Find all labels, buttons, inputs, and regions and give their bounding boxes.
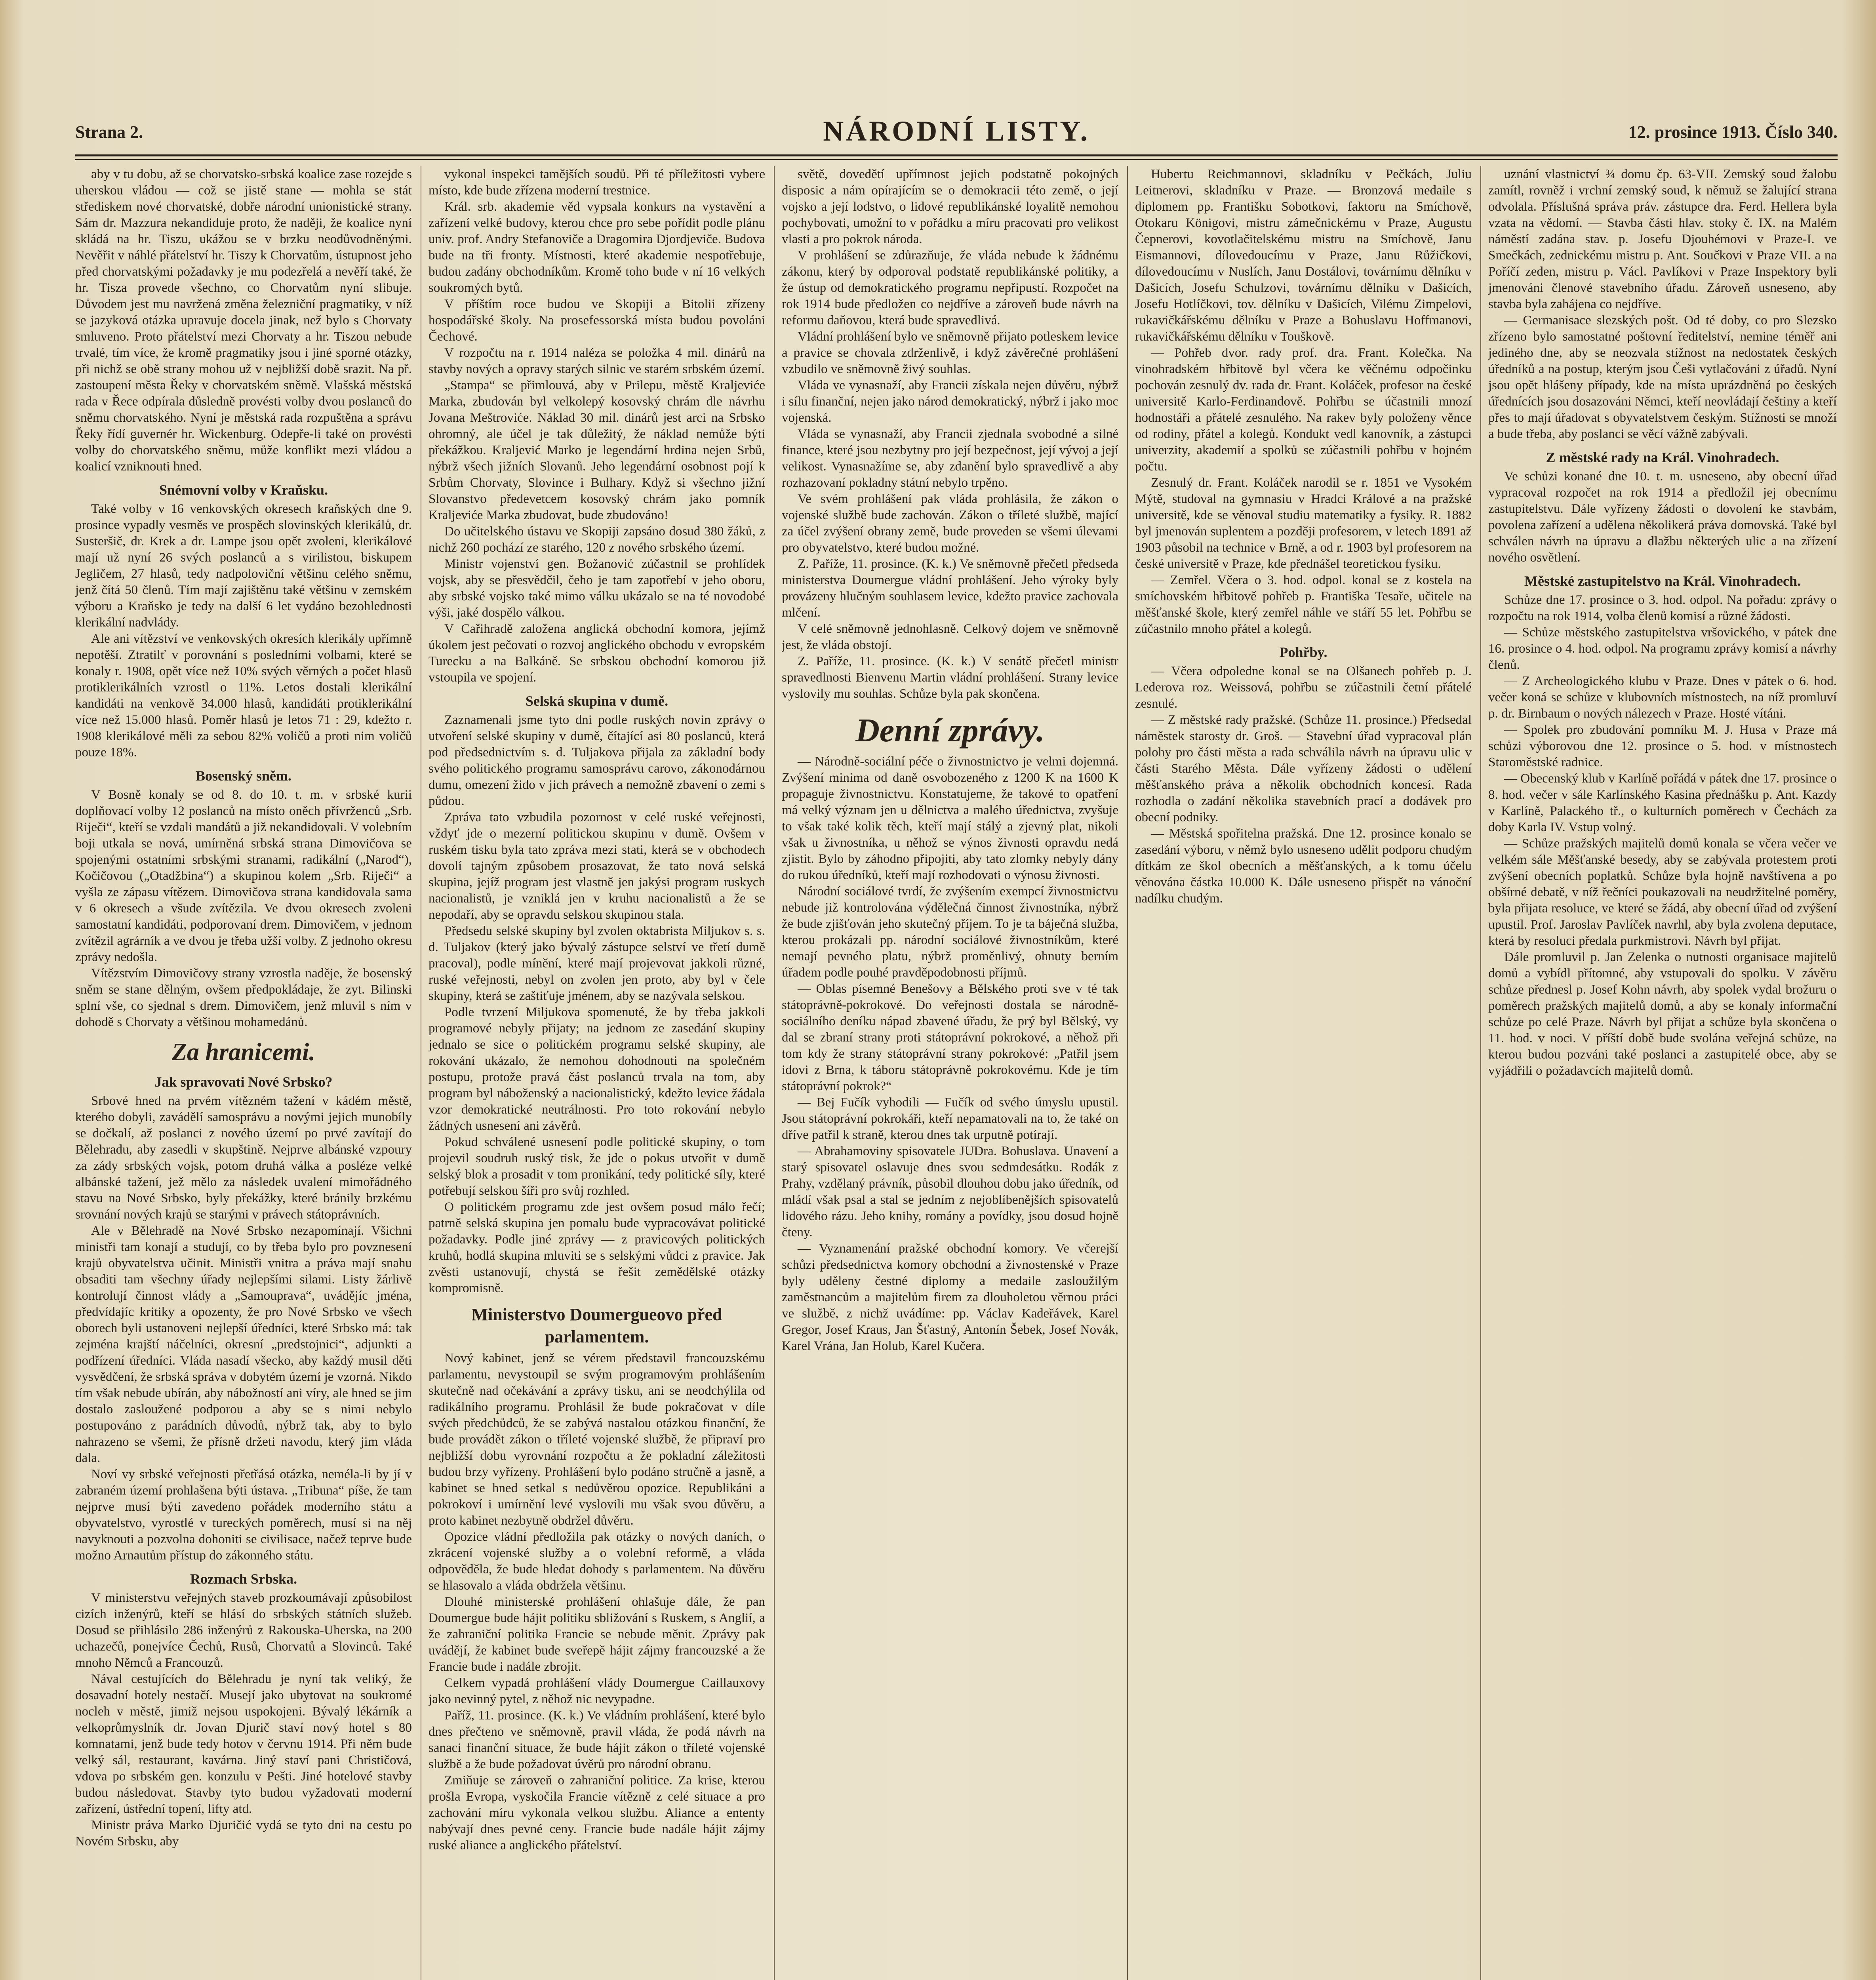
article-paragraph: Nový kabinet, jenž se vérem představil francouzskému parlamentu, nevystoupil se svým programovým prohlášením skutečně nad očekávání a zprávy tisku, ani se neodchýlila od radikálního programu. Prohlásil že bude pokračovat v díle svých předchůdců, že se zabývá nastalou otázkou finanční, že bude provádět zákon o tříleté vojenské službě, že připraví pro nejbližší dobu vyrovnání rozpočtu a že pokladní záležitosti budou brzy vyřízeny. Prohlášení bylo podáno stručně a jasně, a kabinet se hned setkal s nedůvěrou opozice. Republikáni a pokrokoví i umírnění levé vyslovili mu však svou důvěru, a proto kabinet nezbytně obdržel důvěru.: [429, 1351, 765, 1528]
column-divider: [1127, 166, 1128, 1980]
article-paragraph: Zpráva tato vzbudila pozornost v celé ruské veřejnosti, vždyť jde o mezerní politickou skupinu v dumě. Ovšem v ruském tisku byla tato zpráva mezi stati, která se v obchodech dovolí tajným způsobem prosazovat, že tato nová selská skupina, jejíž program jest vlastně jen jakýsi program ruskych nacionalistů, je vzniklá jen v kruhu nacionalistů a že se nepodaří, aby se opravdu selskou skupinou stala.: [429, 810, 765, 922]
article-paragraph: Vítězstvím Dimovičovy strany vzrostla naděje, že bosenský sněm se stane dělným, ovšem předpokládaje, že zyt. Bilinski splní vše, co sjednal s drem. Dimovičem, jenž mluvil s ním v dohodě s Chorvaty a většinou mohamedánů.: [75, 966, 412, 1029]
article-paragraph: — Národně-sociální péče o živnostnictvo je velmi dojemná. Zvýšení minima od daně osvobozeného z 1200 K na 1600 K propaguje živnostnictvu. Konstatujeme, že takové to opatření má velký význam jen u dělnictva a malého úřednictva, zvyšuje to však také kolik těch, kteří mají stálý a zjevný plat, nikoli však u živnostníka, u něhož se výnos živnosti opravdu nedá zjistit. Bylo by záhodno připojiti, aby tato zlomky nebyly dány do rukou úředníků, kteří mají rozhodovati o výnosu živnosti.: [782, 754, 1118, 882]
issue-date: 12. prosince 1913. Číslo 340.: [1628, 122, 1838, 142]
section-heading: Snémovní volby v Kraňsku.: [159, 482, 328, 498]
column-divider: [774, 166, 775, 1980]
article-paragraph: Zesnulý dr. Frant. Koláček narodil se r. 1851 ve Vysokém Mýtě, studoval na gymnasiu v Hradci Králové a na pražské universitě, kde se věnoval studiu matematiky a fysiky. R. 1882 byl jmenován suplentem a později profesorem, v letech 1891 až 1903 působil na technice v Brně, a od r. 1903 byl profesorem na české universitě v Praze, kde přednášel teoretickou fysiku.: [1135, 476, 1472, 571]
article-paragraph: — Obecenský klub v Karlíně pořádá v pátek dne 17. prosince o 8. hod. večer v sále Karlínského Kasina přednášku p. Ant. Kazdy v Karlíně, Palackého tř., o kulturních poměrech v Čechách za doby Karla IV. Vstup volný.: [1488, 771, 1837, 834]
article-paragraph: Nával cestujících do Bělehradu je nyní tak veliký, že dosavadní hotely nestačí. Musejí jako ubytovat na soukromé nocleh v městě, jimiž nejsou uspokojeni. Bývalý lékárník a velkoprůmyslník dr. Jovan Djurič staví nový hotel s 80 komnatami, jenž bude tedy hotov v červnu 1914. Při něm bude velký sál, restaurant, kavárna. Jiný staví pani Christičová, vdova po srbském gen. konzulu v Pešti. Jiné hotelové stavby budou následovat. Stavby tyto budou vyžadovati moderní zařízení, ústřední topení, lifty atd.: [75, 1672, 412, 1816]
article-paragraph: Schůze dne 17. prosince o 3. hod. odpol. Na pořadu: zprávy o rozpočtu na rok 1914, volba členů komisí a různé žádosti.: [1488, 593, 1837, 623]
section-title: Ministerstvo Doumergueovo před parlamentem.: [471, 1305, 722, 1346]
article-paragraph: Ministr vojenství gen. Božanović zúčastnil se prohlídek vojsk, aby se přesvědčil, čeho je tam zapotřebí v jeho oboru, aby srbské vojsko také mimo válku ukázalo se na té novodobé výši, jaké dospělo válkou.: [429, 557, 765, 620]
article-paragraph: Do učitelského ústavu ve Skopiji zapsáno dosud 380 žáků, z nichž 260 pochází ze starého, 120 z nového srbského území.: [429, 524, 765, 555]
article-paragraph: — Včera odpoledne konal se na Olšanech pohřeb p. J. Lederova roz. Weissová, pohřbu se zúčastnili četní přátelé zesnulé.: [1135, 664, 1472, 711]
article-paragraph: Z. Paříže, 11. prosince. (K. k.) V senátě přečetl ministr spravedlnosti Bienvenu Martin vládní prohlášení. Strany levice vyslovily mu souhlas. Schůze byla pak skončena.: [782, 654, 1118, 701]
article-paragraph: Zaznamenali jsme tyto dni podle ruských novin zprávy o utvoření selské skupiny v dumě, čítající asi 80 poslanců, která pod předsednictvím s. d. Tuljakova přijala za základní body svého politického programu samosprávu carovo, zákonodárnou dumu, omezení žido v jich právech a nemožně zbavení o zemi s půdou.: [429, 713, 765, 808]
article-paragraph: Také volby v 16 venkovských okresech kraňských dne 9. prosince vypadly vesměs ve prospěch slovinských klerikálů, dr. Susteršič, dr. Krek a dr. Lampe jsou opět zvoleni, klerikálové mají už nyní 26 svých poslanců a s virilistou, biskupem Jegličem, 27 hlasů, tedy nadpoloviční většinu celého sněmu, jenž čítá 50 členů. Tím mají zajištěnu také většinu v zemském výboru a Kraňsko je tedy na další 6 let vydáno bezohlednosti klerikální nadvlády.: [75, 502, 412, 630]
article-paragraph: uznání vlastnictví ¾ domu čp. 63-VII. Zemský soud žalobu zamítl, rovněž i vrchní zemský soud, k němuž se žalující strana odvolala. Příslušná správa práv. zástupce dra. Ferd. Hellera byla vzata na vědomí. — Stavba části hlav. stoky č. IX. na Malém náměstí zadána stav. p. Josefu Djouhémovi v Praze-I. ve Smečkách, zednickému mistru p. Ant. Součkovi v Praze VII. a na Poříčí zeden, mistru p. Václ. Pavlíkovi v Praze Inspektory byli jmenováni členové stavebního úřadu. Zároveň usneseno, aby stavba byla zahájena co nejdříve.: [1488, 167, 1837, 311]
article-paragraph: Ale v Bělehradě na Nové Srbsko nezapomínají. Všichni ministři tam konají a studují, co by třeba bylo pro povznesení krajů obyvatelstva učinit. Ministři vnitra a práva mají snahu obsaditi tam všechny úřady nejlepšími silami. Listy žárlivě kontrolují činnost vlády a „Samouprava“, uvádějíc jména, předvídajíc kritiky a opozenty, že pro Nové Srbsko ve všech oborech byli ustanoveni nejlepší úředníci, které Srbsko má: tak zejména krajští náčelníci, okresní „predstojnici“, adjunkti a podřízení úředníci. Vláda nasadí všecko, aby každý musil děti vysvědčení, že srbská správa v dobytém území je vzorná. Nikdo tím však nebude ubírán, aby nábožností ani víry, ale hned se jim dostalo zasloužené podporou a aby se s nimi nebylo postupováno z parádních důvodů, nýbrž tak, aby to bylo nahrazeno se všemi, že přísně držeti navodu, který jim vláda dala.: [75, 1224, 412, 1465]
article-paragraph: Noví vy srbské veřejnosti přetřásá otázka, neméla-li by jí v zabraném území prohlašena býti ústava. „Tribuna“ píše, že tam nejprve musí býti zavedeno pořádek moderního státu a obyvatelstvo, vyrostlé v tureckých poměrech, musí si na něj navyknouti a pozvolna dohoniti se civilisace, načež teprve bude možno Arnautům přístup do zákonného státu.: [75, 1467, 412, 1563]
article-paragraph: Hubertu Reichmannovi, skladníku v Pečkách, Juliu Leitnerovi, skladníku v Praze. — Bronzová medaile s diplomem pp. Františku Sobotkovi, faktoru na Smíchově, Otokaru Königovi, mistru zámečnickému v Praze, Augustu Čepnerovi, kovotlačitelskému mistru na Smíchově, Janu Eismannovi, dílovedoucímu v Praze, Janu Růžičkovi, dílovedoucímu v Nuslích, Janu Dostálovi, továrnímu dělníku v Dašicích, Josefu Schulzovi, továrnímu dělníku v Dašicích, Josefu Hotlíčkovi, tov. dělníku v Dašicích, Vilému Zimpelovi, rukavičkářskému dělníku v Praze a Bohuslavu Hoffmanovi, rukavičkářskému dělníku v Touškově.: [1135, 167, 1472, 344]
article-paragraph: — Oblas písemné Benešovy a Bělského proti sve v té tak státoprávně-pokrokové. Do veřejnosti dostala se národně-sociálního deníku nápad zbavené úřadu, že prý byl Bělský, vy dal se zbraní strany proti státoprávní pokrokové, a něhož při tom kdy že strany státoprávní strany pokrokové: „Patřil jsem idovi z Brna, k táboru státoprávně pokrokovému. Kde je tím státoprávní pokrok?“: [782, 982, 1118, 1093]
article-paragraph: V rozpočtu na r. 1914 naléza se položka 4 mil. dinárů na stavby nových a opravy starých silnic ve starém srbském území.: [429, 346, 765, 376]
section-heading: Selská skupina v dumě.: [525, 693, 669, 709]
column-2: [429, 166, 765, 1980]
page-number: Strana 2.: [75, 122, 143, 142]
article-paragraph: V Bosně konaly se od 8. do 10. t. m. v srbské kurii doplňovací volby 12 poslanců na místo oněch přívrženců „Srb. Riječi“, kteří se vzdali mandátů a již nekandidovali. V volebním boji utkala se nová, umírněná srbská strana Dimovičova se spojenými ostatními srbskými stranami, radikální („Narod“), Kočičovou („Otadžbina“) a skupinou kolem „Srb. Riječi“ a vyšla ze zápasu vítězem. Dimovičova strana kandidovala sama v 6 okresech a všude zvítězila. Ve dvou okresech zvoleni samostatní kandidáti, podporovaní drem. Dimovičem, v jednom zvítězil agrárník a ve dvou je třeba užší volby. Z jednoho okresu zprávy nedošla.: [75, 788, 412, 964]
section-heading: Městské zastupitelstvo na Král. Vinohradech.: [1524, 573, 1801, 589]
article-paragraph: Vláda se vynasnaží, aby Francii zjednala svobodné a silné finance, které jsou nezbytny pro její bezpečnost, její vývoj a její velikost. Vynasnažíme se, aby zdanění bylo spravedlivě a aby rozhazovaní pokladny státní nebylo trpěno.: [782, 427, 1118, 490]
column-5: [1488, 166, 1837, 1980]
article-paragraph: Dále promluvil p. Jan Zelenka o nutnosti organisace majitelů domů a vybídl přítomné, aby vstupovali do spolku. V závěru schůze přednesl p. Josef Kohn návrh, aby spolek vydal brožuru o poměrech pražských majitelů domů, a aby se konaly informační schůze po celé Praze. Návrh byl přijat a schůze byla skončena o 11. hod. v noci. V příští době bude svolána veřejná schůze, na kterou budou pozváni také poslanci a zastupitelé obce, aby se vyjádřili o požadavcích majitelů domů.: [1488, 950, 1837, 1078]
article-paragraph: Předsedu selské skupiny byl zvolen oktabrista Miljukov s. s. d. Tuljakov (který jako bývalý zástupce selství ve třetí dumě pracoval), podle mínění, které mají projevovat jakkoli různé, ruské veřejnosti, nebyl on zvolen jen proto, aby byl v čele skupiny, která se zaštiťuje jménem, aby se nazývala selskou.: [429, 924, 765, 1003]
article-paragraph: — Z Archeologického klubu v Praze. Dnes v pátek o 6. hod. večer koná se schůze v klubovních místnostech, na níž promluví p. dr. Birnbaum o nových nálezech v Praze. Hosté vítáni.: [1488, 674, 1837, 721]
article-paragraph: V Cařihradě založena anglická obchodní komora, jejímž úkolem jest pečovati o rozvoj anglického obchodu v evropském Turecku a na Balkáně. Se srbskou obchodní komorou již vstoupila ve spojení.: [429, 622, 765, 685]
article-paragraph: Ministr práva Marko Djuričić vydá se tyto dni na cestu po Novém Srbsku, aby: [75, 1818, 412, 1849]
header-rule-thin: [75, 159, 1838, 160]
article-paragraph: Pokud schválené usnesení podle politické skupiny, o tom projevil soudruh ruský tisk, že jde o pokus utvořit v dumě selský blok a prosadit v tom pronikání, tedy politické síly, které potřebují selskou šíři pro svůj rozhled.: [429, 1135, 765, 1198]
article-paragraph: Opozice vládní předložila pak otázky o nových daních, o zkrácení vojenské služby a o volební reformě, a vláda odpověděla, že bude hledat dohody s parlamentem. Na důvěru se hlasovalo a vláda obdržela většinu.: [429, 1530, 765, 1593]
section-heading: Bosenský sněm.: [195, 768, 292, 784]
article-paragraph: — Abrahamoviny spisovatele JUDra. Bohuslava. Unavení a starý spisovatel oslavuje dnes svou sedmdesátku. Rodák z Prahy, vzdělaný právník, působil dlouhou dobu jako úředník, od mládí však psal a stal se jedním z nejoblíbenějších spisovatelů lidového rázu. Jeho knihy, romány a povídky, jsou dosud hojně čteny.: [782, 1144, 1118, 1239]
section-heading: Z městské rady na Král. Vinohradech.: [1546, 449, 1779, 465]
column-1: [75, 166, 412, 1980]
column-4: [1135, 166, 1472, 1980]
article-paragraph: Srbové hned na prvém vítězném tažení v kádém městě, kterého dobyli, zavádělí samosprávu a novými jejich munobíly se dočkalí, až poslanci z nového území po prvé zavítají do Bělehradu, aby zasedli v skupštině. Nejprve albánské vzpoury za zády srbských vojsk, potom druhá válka a posléze velké albánské tažení, jež mělo za následek uvalení mimořádného stavu na Nové Srbsko, byly překážky, které bránily brzkému srovnání nových krajů se starými v právech státoprávních.: [75, 1094, 412, 1222]
article-paragraph: aby v tu dobu, až se chorvatsko-srbská koalice zase rozejde s uherskou vládou — což se jistě stane — mohla se stát střediskem nové chorvatské, dobře národní unionistické strany. Sám dr. Mazzura nekandiduje proto, že naději, že koalice nyní skládá na hr. Tiszu, ukážou se v brzku neodůvodněnými. Nevěřit v náhlé přátelství hr. Tiszy k Chorvatům, ústupnost jeho před chorvatskými požadavky je mu podezřelá a nevěří také, že hr. Tisza provede všechno, co Chorvatům nyní slibuje. Důvodem jest mu navržená změna železniční pragmatiky, v níž se jazyková otázka upravuje docela jinak, než bylo s Chorvaty smluveno. Proto přátelství mezi Chorvaty a hr. Tiszou nebude trvalé, tím více, že kromě pragmatiky jsou i jiné sporné otázky, při nichž se obě strany mohou už v nejbližší době srazit. Na př. zastoupení města Řeky v chorvatském sněmě. Vlašská městská rada v Řece odpírala důsledně provésti volby dvou poslanců do sněmu chorvatského. Nyní je městská rada rozpuštěna a správu Řeky řídí guvernér hr. Wickenburg. Odepře-li také on provésti volby do chorvatského sněmu, může konflikt mezi vládou a koalicí vzniknouti hned.: [75, 167, 412, 474]
article-paragraph: Z. Paříže, 11. prosince. (K. k.) Ve sněmovně přečetl předseda ministerstva Doumergue vládní prohlášení. Jeho výroky byly provázeny hlučným souhlasem levice, kdežto pravice zachovala mlčení.: [782, 557, 1118, 620]
article-paragraph: Vládní prohlášení bylo ve sněmovně přijato potleskem levice a pravice se chovala zdrženlivě, i když závěrečné prohlášení vzbudilo ve sněmovně živý souhlas.: [782, 329, 1118, 376]
article-paragraph: Národní sociálové tvrdí, že zvýšením exempcí živnostnictvu nebude již kontrolována výdělečná činnost živnostníka, nýbrž že bude zjišťován jeho skutečný příjem. To je ta báječná služba, kterou prokázali pp. národní sociálové živnostníkům, které nemají pevného platu, nýbrž proměnlivý, ohnuty berním úřadem podle pouhé pravděpodobnosti příjmů.: [782, 884, 1118, 980]
article-paragraph: V prohlášení se zdůrazňuje, že vláda nebude k žádnému zákonu, který by odporoval podstatě republikánské politiky, a že ústup od demokratického programu nepřipustí. Rozpočet na rok 1914 bude předložen co nejdříve a zároveň bude návrh na reformu daňovou, která bude spravedlivá.: [782, 248, 1118, 327]
article-paragraph: Paříž, 11. prosince. (K. k.) Ve vládním prohlášení, které bylo dnes přečteno ve sněmovně, pravil vláda, že podá návrh na sanaci finanční situace, že bude hájit zákon o tříleté vojenské službě a že bude požadovat úvěrů pro národní obranu.: [429, 1708, 765, 1771]
article-paragraph: Vláda ve vynasnaží, aby Francii získala nejen důvěru, nýbrž i sílu finanční, nejen jako národ demokratický, nýbrž i jako moc vojenská.: [782, 378, 1118, 425]
article-paragraph: V celé sněmovně jednohlasně. Celkový dojem ve sněmovně jest, že vláda obstojí.: [782, 622, 1118, 652]
article-paragraph: — Zemřel. Včera o 3. hod. odpol. konal se z kostela na smíchovském hřbitově pohřeb p. Františka Tesaře, učitele na měšťanské škole, který zemřel náhle ve stáří 55 let. Pohřbu se zúčastnilo mnoho přátel a kolegů.: [1135, 573, 1472, 636]
article-paragraph: vykonal inspekci tamějších soudů. Při té příležitosti vybere místo, kde bude zřízena moderní trestnice.: [429, 167, 765, 198]
article-paragraph: Ve schůzi konané dne 10. t. m. usneseno, aby obecní úřad vypracoval rozpočet na rok 1914 a předložil jej obecnímu zastupitelstvu. Dále vyřízeny žádosti o dovolení ke stavbám, povolena zařízení a udělena několikerá práva domovská. Také byl schválen návrh na úpravu a dlažbu některých ulic a na zřízení nového osvětlení.: [1488, 469, 1837, 565]
header-rule: [75, 154, 1838, 156]
article-paragraph: Král. srb. akademie věd vypsala konkurs na vystavění a zařízení velké budovy, kterou chce pro sebe pořídit podle plánu univ. prof. Andry Stefanoviče a Dragomira Djordjeviče. Budova bude na tři fronty. Místnosti, které akademie nespotřebuje, budou zadány obchodníkům. Kromě toho bude v ní 16 velkých soukromých bytů.: [429, 200, 765, 295]
article-paragraph: světě, dovedětí upřímnost jejich podstatně pokojných disposic a nám opírajícím se o demokracii této země, o její vojsko a její lodstvo, o lidové republikánské loyalitě nemohou pochybovati, umožní to v pořádku a míru pracovati pro velikost vlasti a pro pokrok národa.: [782, 167, 1118, 246]
article-paragraph: V ministerstvu veřejných staveb prozkoumávají způsobilost cizích inženýrů, kteří se hlásí do srbských státních služeb. Dosud se přihlásilo 286 inženýrů z Rakouska-Uherska, na 200 uchazečů, ponejvíce Čechů, Rusů, Chorvatů a Slovinců. Také mnoho Němců a Francouzů.: [75, 1591, 412, 1670]
article-paragraph: — Bej Fučík vyhodili — Fučík od svého úmyslu upustil. Jsou státoprávní pokrokáři, kteří nepamatovali na to, že také on dříve patřil k straně, kterou dnes tak urputně potírají.: [782, 1095, 1118, 1142]
article-paragraph: — Městská spořitelna pražská. Dne 12. prosince konalo se zasedání výboru, v němž bylo usneseno udělit podporu chudým dítkám ze škol obecních a měšťanských, a k tomu účelu věnována částka 10.000 K. Dále usneseno přispět na vánoční nadílku chudým.: [1135, 826, 1472, 906]
section-heading: Jak spravovati Nové Srbsko?: [154, 1074, 333, 1090]
article-paragraph: — Z městské rady pražské. (Schůze 11. prosince.) Předsedal náměstek starosty dr. Groš. — Stavební úřad vypracoval plán polohy pro části města a rada schválila návrh na úpravu ulic v části Starého Města. Dále vyřízeny žádosti o udělení měšťanského práva a několik obchodních koncesí. Rada rozhodla o zadání několika stavebních prací a dodávek pro obecní podniky.: [1135, 713, 1472, 824]
article-paragraph: — Spolek pro zbudování pomníku M. J. Husa v Praze má schůzi výborovou dne 12. prosince o 5. hod. v místnostech Staroměstské radnice.: [1488, 723, 1837, 769]
article-paragraph: — Pohřeb dvor. rady prof. dra. Frant. Kolečka. Na vinohradském hřbitově byl včera ke věčnému odpočinku pochován zesnulý dv. rada dr. Frant. Koláček, profesor na české universitě Karlo-Ferdinandově. Pohřbu se účastnili mnozí hodnostáři a přátelé zesnulého. Na rakev byly položeny věnce od rodiny, přátel a kolegů. Kondukt vedl kanovník, a zástupci univerzity, akademií a spolků se zúčastnili pohřbu v hojném počtu.: [1135, 346, 1472, 474]
article-paragraph: — Schůze pražských majitelů domů konala se včera večer ve velkém sále Měšťanské besedy, aby se zabývala protestem proti zvýšení obecních poplatků. Schůze byla hojně navštívena a po obšírné debatě, v níž řečníci poukazovali na neudržitelné poměry, byla přijata resoluce, ve které se žádá, aby obecní úřad od zvýšení upustil. Prof. Jaroslav Pavlíček navrhl, aby byla zvolena deputace, která by resoluci předala purkmistrovi. Návrh byl přijat.: [1488, 836, 1837, 948]
column-divider: [1480, 166, 1481, 1980]
article-paragraph: Zmiňuje se zároveň o zahraniční politice. Za krise, kterou prošla Evropa, vyskočila Francie vítězně z celé situace a pro zachování míru vykonala velkou službu. Aliance a ententy nabývají dnes pevné ceny. Francie bude nadále hájit zájmy ruské aliance a anglického přátelství.: [429, 1773, 765, 1852]
newspaper-title: NÁRODNÍ LISTY.: [823, 115, 1090, 147]
article-paragraph: V příštím roce budou ve Skopiji a Bitolii zřízeny hospodářské školy. Na prosefessorská místa budou povoláni Čechové.: [429, 297, 765, 344]
article-paragraph: Ve svém prohlášení pak vláda prohlásila, že zákon o vojenské službě bude zachován. Zákon o tříleté službě, mající za účel zvýšení obrany země, bude proveden se všemi úlevami pro obyvatelstvo, které budou možné.: [782, 492, 1118, 555]
article-paragraph: — Germanisace slezských pošt. Od té doby, co pro Slezsko zřízeno bylo samostatné poštovní ředitelství, nemine téměř ani jediného dne, aby se neozvala stížnost na nedostatek českých úředníků a na postup, kterým jsou Češi vytlačováni z úřadů. Nyní jsou opět hlášeny případy, kde na místa uprázdněná po českých úřednících jsou dosazováni Němci, kteří neovládají češtiny a kteří přes to mají úřadovat s obyvatelstvem českým. Stížnosti se množí a bude třeba, aby poslanci se věcí vážně zabývali.: [1488, 313, 1837, 441]
article-paragraph: — Vyznamenání pražské obchodní komory. Ve včerejší schůzi předsednictva komory obchodní a živnostenské v Praze byly uděleny čestné diplomy a medaile zasloužilým zaměstnancům a majitelům firem za dlouholetou věrnou práci ve službě, z nichž uvádíme: pp. Václav Kadeřávek, Karel Gregor, Josef Kraus, Jan Šťastný, Antonín Šebek, Josef Novák, Karel Vrána, Jan Holub, Karel Kučera.: [782, 1241, 1118, 1353]
section-heading: Rozmach Srbska.: [190, 1571, 297, 1587]
section-heading: Pohřby.: [1279, 644, 1327, 660]
section-title: Za hranicemi.: [172, 1039, 315, 1066]
masthead: [75, 115, 1838, 150]
article-paragraph: Dlouhé ministerské prohlášení ohlašuje dále, že pan Doumergue bude hájit politiku sbližování s Ruskem, s Anglií, a že zahraniční politika Francie se nebude měnit. Zprávy pak uvádějí, že kabinet bude sveřepě hájit zájmy francouzské a že Francie bude i nadále zbrojit.: [429, 1595, 765, 1674]
article-paragraph: Podle tvrzení Miljukova spomenuté, že by třeba jakkoli programové nebyly přijaty; na jednom ze zasedání skupiny jednalo se sice o politickém programu selské skupiny, ale rokování ukázalo, že nemohou dohodnouti na společném postupu, protože pravá část poslanců trvala na tom, aby program byl náboženský a nacionalistický, kdežto levice žádala vzor demokratické neutrálnosti. Pro toto rokování nebylo žádných usnesení ani závěrů.: [429, 1005, 765, 1133]
article-paragraph: O politickém programu zde jest ovšem posud málo řečí; patrně selská skupina jen pomalu bude vypracovávat politické požadavky. Podle jiné zprávy — z pravicových politických kruhů, hodlá skupina mluviti se s selskými vůdci z pravice. Jak zvěsti ustanovují, chystá se řešit zemědělské otázky kompromisně.: [429, 1200, 765, 1295]
section-title: Denní zprávy.: [855, 712, 1045, 749]
article-paragraph: Ale ani vítězství ve venkovských okresích klerikály upřímně nepotěší. Ztratilť v porovnání s posledními volbami, které se konaly r. 1908, opět více než 10% svých věrných a počet hlasů protiklerikálních vzrostl o 11%. Letos dostali klerikální kandidáti na venkově 34.000 hlasů, kandidáti protiklerikální více než 15.000 hlasů. Poměr hlasů je letos 71 : 29, kdežto r. 1908 klerikálové měli za sebou 82% voličů a proti nim voličů pouze 18%.: [75, 632, 412, 760]
column-3: [782, 166, 1118, 1980]
article-paragraph: „Stampa“ se přimlouvá, aby v Prilepu, městě Kraljeviće Marka, zbudován byl velkolepý kosovský chrám dle návrhu Jovana Meštroviće. Náklad 30 mil. dinárů jest arci na Srbsko ohromný, ale účel je tak důležitý, že náklad nemůže býti překážkou. Kraljević Marko je legendární hrdina nejen Srbů, nýbrž všech jižních Slovanů. Jeho legendární osobnost pojí k Srbům Chorvaty, Slovince i Bulhary. Když si všechno jižní Slovanstvo předevetcem kosovský chrám jako pomník Kraljeviće Marka zbudovat, bude zbudováno!: [429, 378, 765, 522]
article-paragraph: Celkem vypadá prohlášení vlády Doumergue Caillauxovy jako nevinný pytel, z něhož nic nevypadne.: [429, 1676, 765, 1706]
article-paragraph: — Schůze městského zastupitelstva vršovického, v pátek dne 16. prosince o 4. hod. odpol. Na programu zprávy komisí a návrhy členů.: [1488, 625, 1837, 672]
